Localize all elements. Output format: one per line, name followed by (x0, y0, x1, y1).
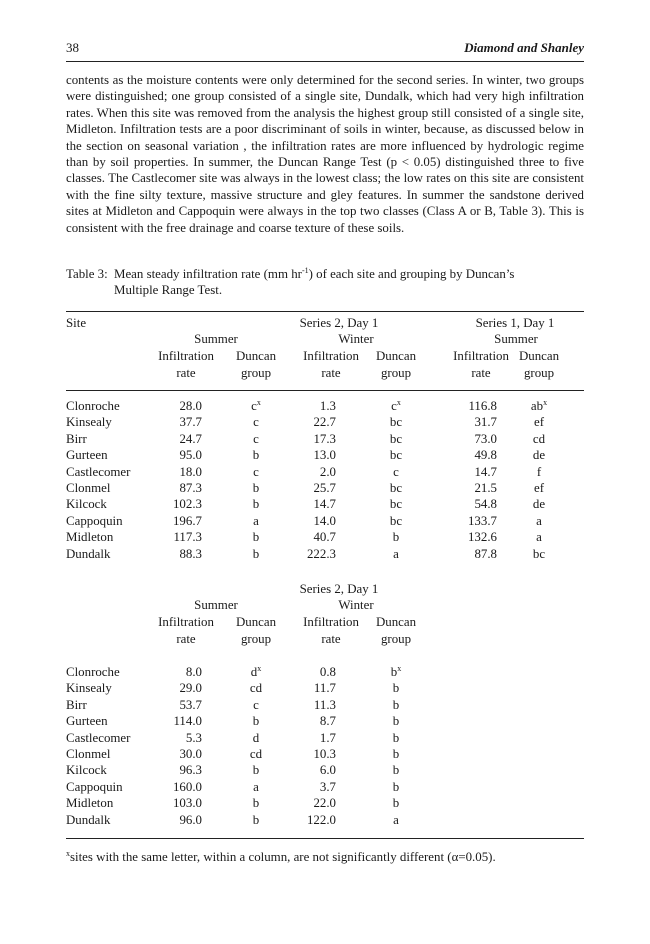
summer-infiltration-rate: 117.3 (173, 530, 202, 545)
winter-duncan-group (366, 680, 426, 697)
winter-infiltration-rate: 14.7 (313, 497, 336, 512)
series1-duncan-group (509, 464, 569, 481)
summer-infiltration-rate: 103.0 (172, 796, 202, 811)
series1-duncan-group (509, 546, 569, 563)
summer-duncan-group-letters: b (252, 714, 260, 729)
caption-superscript: -1 (301, 266, 309, 275)
winter-duncan-group (366, 697, 426, 714)
table1-col-col_group-3: group (380, 366, 412, 380)
table1-col-duncan-1: Duncan (235, 349, 277, 363)
winter-duncan-group (366, 795, 426, 812)
summer-infiltration-rate: 24.7 (179, 431, 202, 446)
series1-duncan-group (509, 529, 569, 546)
superscript-marker: x (396, 398, 401, 407)
winter-infiltration-rate: 40.7 (313, 530, 336, 545)
summer-duncan-group-letters: cd (249, 747, 263, 761)
summer-duncan-group-letters: b (252, 497, 260, 512)
row-site-name: Birr (66, 697, 87, 712)
winter-duncan-group-letters: b (392, 530, 400, 545)
summer-duncan-group-letters: c (253, 415, 259, 430)
table2-group-title: Series 2, Day 1 (299, 582, 379, 596)
footnote-alpha: α (451, 850, 459, 864)
row-site-name: Castlecomer (66, 730, 131, 745)
superscript-marker: x (257, 664, 262, 673)
winter-duncan-group-letters: b (390, 665, 398, 679)
table2-col-col_group-3: group (380, 632, 412, 646)
winter-infiltration-rate: 1.3 (319, 399, 336, 413)
series1-duncan-group (509, 431, 569, 448)
series1-duncan-group-letters: de (532, 497, 546, 512)
row-site-name: Birr (66, 431, 87, 446)
row-site-name: Gurteen (66, 448, 108, 463)
row-site-name: Clonmel (66, 747, 111, 761)
row-site-name: Gurteen (66, 714, 108, 729)
summer-infiltration-rate: 28.0 (179, 399, 202, 413)
series1-duncan-group (509, 398, 569, 415)
summer-infiltration-rate: 8.0 (185, 665, 202, 679)
winter-infiltration-rate: 8.7 (319, 714, 336, 729)
series1-duncan-group-letters: de (532, 448, 546, 463)
winter-infiltration-rate: 0.8 (319, 665, 336, 679)
superscript-marker: x (397, 664, 402, 673)
series1-duncan-group-letters: ef (533, 481, 544, 495)
footnote-text-b: =0.05). (458, 850, 496, 864)
series1-duncan-group-letters: ef (533, 415, 544, 430)
caption-text-a: Mean steady infiltration rate (mm hr (114, 267, 302, 281)
winter-duncan-group-letters: bc (389, 481, 403, 495)
summer-infiltration-rate: 96.0 (179, 812, 202, 827)
site-column-header: Site (66, 316, 87, 330)
winter-infiltration-rate: 10.3 (313, 747, 336, 761)
table1-col-col_rate-2: rate (321, 366, 341, 380)
series1-infiltration-rate: 73.0 (474, 431, 497, 446)
summer-infiltration-rate: 5.3 (185, 730, 202, 745)
summer-duncan-group-letters: d (252, 730, 260, 745)
body-paragraph: contents as the moisture contents were only determined for the second series. In winter, two groups were distinguished; one group consisted of a single site, Dundalk, which had very high infiltration rates. When this site was removed from the analysis the highest group still consisted of a single site, Midleton. Infiltration tests are a poor discriminant of soils in winter, because, as discussed below in the section on seasonal variation , the infiltration rates are more influenced by hydrologic regime than by soil properties. In summer, the Duncan Range Test (p < 0.05) distinguished three to five classes. The Castlecomer site was always in the lowest class; the low rates on this site are consistent with the fine silty texture, massive structure and gley features. In summer the sandstone derived sites at Midleton and Cappoquin were always in the top two classes (Class A or B, Table 3). This is consistent with the free drainage and coarse texture of these soils. (66, 73, 584, 235)
winter-infiltration-rate: 22.7 (313, 415, 336, 430)
caption-line-2: Multiple Range Test. (114, 283, 223, 298)
row-site-name: Midleton (66, 530, 114, 545)
table2-col-duncan-1: Duncan (235, 615, 277, 629)
table1-col-col_group-1: group (240, 366, 272, 380)
summer-duncan-group-letters: b (252, 546, 260, 561)
winter-infiltration-rate: 25.7 (313, 481, 336, 495)
superscript-marker: x (256, 398, 261, 407)
series1-duncan-group (509, 513, 569, 530)
table2-col-col_group-1: group (240, 632, 272, 646)
series1-infiltration-rate: 133.7 (467, 513, 497, 528)
summer-infiltration-rate: 96.3 (179, 763, 202, 778)
summer-duncan-group-letters: d (250, 665, 258, 679)
table1-group-title-series2: Series 2, Day 1 (299, 316, 379, 330)
summer-infiltration-rate: 18.0 (179, 464, 202, 479)
winter-infiltration-rate: 14.0 (313, 513, 336, 528)
table2-bottom-rule (66, 838, 584, 839)
winter-duncan-group-letters: c (391, 399, 397, 413)
winter-infiltration-rate: 17.3 (313, 431, 336, 446)
winter-duncan-group-letters: a (393, 546, 399, 561)
table1-col-infiltration-4: Infiltration (453, 349, 509, 363)
caption-text-b: ) of each site and grouping by Duncan’s (308, 267, 515, 281)
table2-col-infiltration-0: Infiltration (158, 615, 214, 629)
row-site-name: Clonmel (66, 481, 111, 495)
winter-duncan-group (366, 730, 426, 747)
series1-infiltration-rate: 14.7 (474, 464, 497, 479)
winter-duncan-group-letters: b (392, 779, 400, 794)
series1-duncan-group-letters: cd (532, 431, 546, 446)
row-site-name: Castlecomer (66, 464, 131, 479)
summer-duncan-group-letters: b (252, 530, 260, 545)
summer-infiltration-rate: 95.0 (179, 448, 202, 463)
table2-winter-label: Winter (338, 598, 374, 612)
footnote-text-a: sites with the same letter, within a column, are not significantly different ( (70, 850, 452, 864)
table1-top-rule (66, 311, 584, 312)
row-site-name: Dundalk (66, 546, 111, 561)
summer-infiltration-rate: 88.3 (179, 546, 202, 561)
table2-col-infiltration-2: Infiltration (303, 615, 359, 629)
page-number: 38 (66, 40, 79, 55)
summer-infiltration-rate: 37.7 (179, 415, 202, 430)
summer-duncan-group-letters: b (252, 796, 260, 811)
series1-infiltration-rate: 87.8 (474, 546, 497, 561)
winter-duncan-group-letters: b (392, 714, 400, 729)
table1-col-infiltration-2: Infiltration (303, 349, 359, 363)
winter-infiltration-rate: 22.0 (313, 796, 336, 811)
table-caption (66, 266, 584, 299)
header-rule (66, 61, 584, 62)
series1-duncan-group (509, 414, 569, 431)
table1-header-rule (66, 390, 584, 391)
caption-label: Table 3: (66, 267, 108, 281)
page-header (66, 40, 584, 58)
summer-duncan-group-letters: c (253, 464, 259, 479)
summer-duncan-group-letters: b (252, 763, 260, 778)
winter-duncan-group (366, 812, 426, 829)
running-title: Diamond and Shanley (464, 40, 584, 55)
winter-duncan-group-letters: bc (389, 448, 403, 463)
series1-infiltration-rate: 54.8 (474, 497, 497, 512)
table2-col-col_rate-2: rate (321, 632, 341, 646)
winter-duncan-group-letters: bc (389, 513, 403, 528)
row-site-name: Cappoquin (66, 779, 123, 794)
winter-duncan-group-letters: a (393, 812, 399, 827)
winter-duncan-group (366, 746, 426, 763)
row-site-name: Kinsealy (66, 415, 112, 430)
winter-infiltration-rate: 3.7 (319, 779, 336, 794)
table1-col-col_rate-0: rate (176, 366, 196, 380)
winter-duncan-group-letters: b (392, 697, 400, 712)
winter-duncan-group-letters: b (392, 681, 400, 696)
summer-duncan-group-letters: c (253, 697, 259, 712)
winter-duncan-group-letters: c (393, 464, 399, 479)
winter-duncan-group (366, 762, 426, 779)
table1-col-duncan-5: Duncan (518, 349, 560, 363)
series1-duncan-group-letters: f (536, 464, 542, 479)
row-site-name: Kilcock (66, 497, 107, 512)
winter-duncan-group-letters: b (392, 763, 400, 778)
footnote-marker: x (66, 849, 70, 858)
winter-duncan-group-letters: bc (389, 497, 403, 512)
winter-infiltration-rate: 2.0 (319, 464, 336, 479)
winter-duncan-group-letters: b (392, 796, 400, 811)
summer-infiltration-rate: 87.3 (179, 481, 202, 495)
summer-infiltration-rate: 53.7 (179, 697, 202, 712)
winter-duncan-group (366, 713, 426, 730)
series1-infiltration-rate: 31.7 (474, 415, 497, 430)
series1-duncan-group-letters: ab (530, 399, 544, 413)
winter-duncan-group-letters: bc (389, 415, 403, 430)
table1-col-duncan-3: Duncan (375, 349, 417, 363)
series1-duncan-group-letters: a (536, 530, 542, 545)
table1-summer-label: Summer (194, 332, 238, 346)
summer-duncan-group-letters: c (253, 431, 259, 446)
summer-duncan-group-letters: c (251, 399, 257, 413)
winter-duncan-group-letters: b (392, 747, 400, 761)
table1-col-infiltration-0: Infiltration (158, 349, 214, 363)
summer-duncan-group-letters: cd (249, 681, 263, 696)
series1-duncan-group-letters: a (536, 513, 542, 528)
table2-col-col_rate-0: rate (176, 632, 196, 646)
series1-infiltration-rate: 21.5 (474, 481, 497, 495)
winter-infiltration-rate: 1.7 (319, 730, 336, 745)
summer-infiltration-rate: 196.7 (172, 513, 202, 528)
winter-infiltration-rate: 11.7 (313, 681, 336, 696)
table2-summer-label: Summer (194, 598, 238, 612)
summer-infiltration-rate: 102.3 (172, 497, 202, 512)
series1-duncan-group (509, 447, 569, 464)
row-site-name: Kilcock (66, 763, 107, 778)
winter-duncan-group (366, 664, 426, 681)
winter-infiltration-rate: 222.3 (306, 546, 336, 561)
series1-infiltration-rate: 116.8 (468, 399, 497, 413)
series1-infiltration-rate: 132.6 (467, 530, 497, 545)
summer-duncan-group-letters: a (253, 779, 259, 794)
table1-winter-label: Winter (338, 332, 374, 346)
summer-infiltration-rate: 160.0 (172, 779, 202, 794)
row-site-name: Midleton (66, 796, 114, 811)
summer-duncan-group-letters: a (253, 513, 259, 528)
row-site-name: Clonroche (66, 399, 120, 413)
series1-duncan-group (509, 480, 569, 497)
summer-duncan-group-letters: b (252, 448, 260, 463)
row-site-name: Dundalk (66, 812, 111, 827)
series1-infiltration-rate: 49.8 (474, 448, 497, 463)
winter-duncan-group (366, 779, 426, 796)
summer-duncan-group-letters: b (252, 481, 260, 495)
table1-group-title-series1: Series 1, Day 1 (475, 316, 555, 330)
row-site-name: Clonroche (66, 665, 120, 679)
winter-infiltration-rate: 6.0 (319, 763, 336, 778)
superscript-marker: x (543, 398, 548, 407)
summer-duncan-group-letters: b (252, 812, 260, 827)
table1-col-col_group-5: group (523, 366, 555, 380)
winter-infiltration-rate: 122.0 (306, 812, 336, 827)
summer-infiltration-rate: 29.0 (179, 681, 202, 696)
series1-duncan-group (509, 496, 569, 513)
winter-infiltration-rate: 13.0 (313, 448, 336, 463)
row-site-name: Kinsealy (66, 681, 112, 696)
table2-col-duncan-3: Duncan (375, 615, 417, 629)
series1-duncan-group-letters: bc (532, 546, 546, 561)
winter-infiltration-rate: 11.3 (313, 697, 336, 712)
winter-duncan-group-letters: b (392, 730, 400, 745)
row-site-name: Cappoquin (66, 513, 123, 528)
table1-col-col_rate-4: rate (471, 366, 491, 380)
table1-series1-summer-label: Summer (494, 332, 538, 346)
summer-infiltration-rate: 30.0 (179, 747, 202, 761)
summer-infiltration-rate: 114.0 (173, 714, 202, 729)
winter-duncan-group-letters: bc (389, 431, 403, 446)
table-footnote (66, 850, 584, 865)
